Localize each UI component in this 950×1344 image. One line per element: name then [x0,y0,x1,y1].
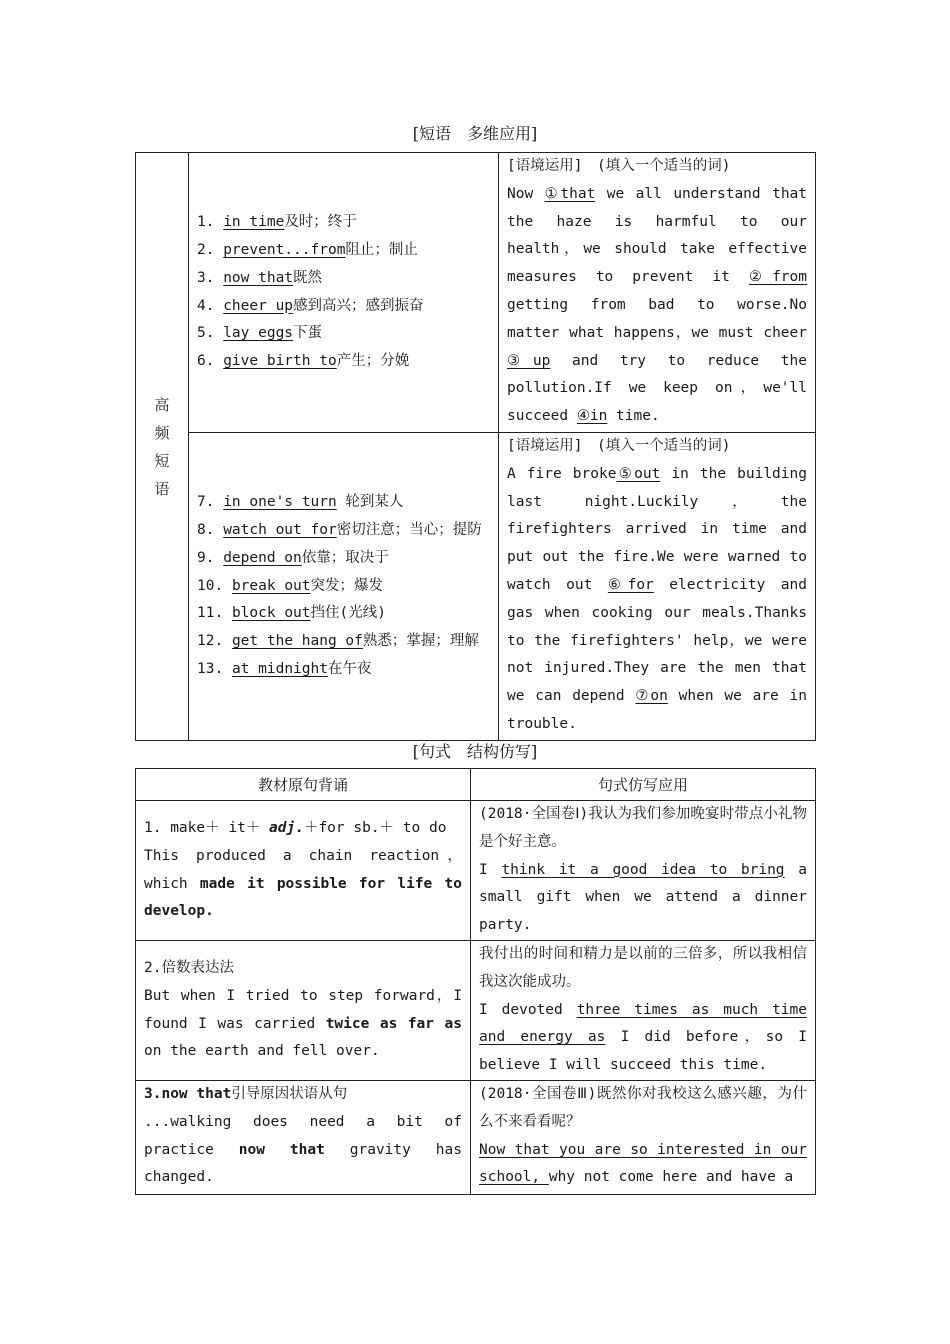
sentence-text: This produced a chain reaction，which made it possible for life to develop. [144,847,462,920]
section-title-phrases: [短语 多维应用] [412,124,538,143]
phrase-item: 7. in one's turn 轮到某人 [197,494,404,511]
answer-blank: ④in [576,408,608,425]
context-passage-a [499,153,816,433]
answer-blank: ③up [507,352,551,369]
context-heading: [语境运用] (填入一个适当的词) [507,438,731,454]
answer-text: I devoted three times as much time and energy as I did before，so I believe I will succeed this time. [479,1001,807,1074]
phrase-item: 6. give birth to产生；分娩 [197,353,410,370]
original-sentence-3 [136,1081,471,1195]
side-label-char: 语 [154,479,170,498]
translation-prompt: (2018·全国卷Ⅰ)我认为我们参加晚宴时带点小礼物是个好主意。 [479,806,807,850]
phrase-list-b [189,433,499,741]
sentence-text: But when I tried to step forward，I found I was carried twice as far as on the earth and fell over. [144,987,462,1060]
phrases-table [135,152,816,741]
side-label-char: 短 [154,451,170,470]
context-passage-b [499,433,816,741]
sentence-text: ...walking does need a bit of practice now that gravity has changed. [144,1113,462,1186]
translation-prompt: (2018·全国卷Ⅲ)既然你对我校这么感兴趣，为什么不来看看呢？ [479,1086,807,1130]
phrase-item: 2. prevent...from阻止；制止 [197,241,418,258]
answer-blank: ⑦on [635,688,668,705]
phrase-item: 5. lay eggs下蛋 [197,325,323,342]
imitation-sentence-3 [471,1081,816,1195]
phrase-item: 13. at midnight在午夜 [197,660,372,677]
context-heading: [语境运用] (填入一个适当的词) [507,158,731,174]
side-label-char: 高 [154,395,170,414]
answer-text: I think it a good idea to bring a small gift when we attend a dinner party. [479,861,807,934]
phrase-item: 10. break out突发；爆发 [197,577,384,594]
pattern-heading: 1. make＋ it＋ adj.＋for sb.＋ to do [144,819,447,836]
phrase-item: 8. watch out for密切注意；当心；提防 [197,522,482,538]
pattern-heading: 2.倍数表达法 [144,959,234,976]
translation-prompt: 我付出的时间和精力是以前的三倍多，所以我相信我这次能成功。 [479,946,807,990]
phrase-item: 4. cheer up感到高兴；感到振奋 [197,297,424,314]
phrase-item: 3. now that既然 [197,269,323,286]
phrase-list-a [189,153,499,433]
pattern-heading: 3.now that引导原因状语从句 [144,1086,348,1102]
side-label-char: 频 [154,423,170,442]
original-sentence-1 [136,801,471,941]
column-header-original: 教材原句背诵 [136,769,471,801]
answer-blank: ②from [748,269,807,286]
passage-text: Now ①that we all understand that the haze is harmful to our health，we should take effective measures to prevent it ②from getting from bad to worse.No matter what happens，we must cheer ③up and try to reduce the pollution.If we keep on，we'll succeed ④in time. [507,185,808,425]
imitation-sentence-2 [471,941,816,1081]
original-sentence-2 [136,941,471,1081]
passage-text: A fire broke⑤out in the building last night.Luckily，the firefighters arrived in time and put out the fire.We were warned to watch out ⑥for electricity and gas when cooking our meals.Thanks to the firefighters' help，we were not injured.They are the men that we can depend ⑦on when we are in trouble. [507,465,808,732]
phrase-item: 1. in time及时；终于 [197,214,357,231]
phrase-item: 11. block out挡住(光线) [197,605,386,622]
section-title-sentences: [句式 结构仿写] [412,742,538,761]
imitation-sentence-1 [471,801,816,941]
answer-blank: ⑤out [616,465,661,482]
sentence-table [135,768,816,1195]
phrase-item: 9. depend on依靠；取决于 [197,549,389,566]
column-header-imitation: 句式仿写应用 [471,769,816,801]
phrase-item: 12. get the hang of熟悉；掌握；理解 [197,633,479,650]
answer-blank: ⑥for [607,576,654,593]
answer-text: Now that you are so interested in our school, why not come here and have a [479,1141,807,1186]
answer-blank: ①that [544,185,596,202]
side-label-cell [136,153,189,741]
